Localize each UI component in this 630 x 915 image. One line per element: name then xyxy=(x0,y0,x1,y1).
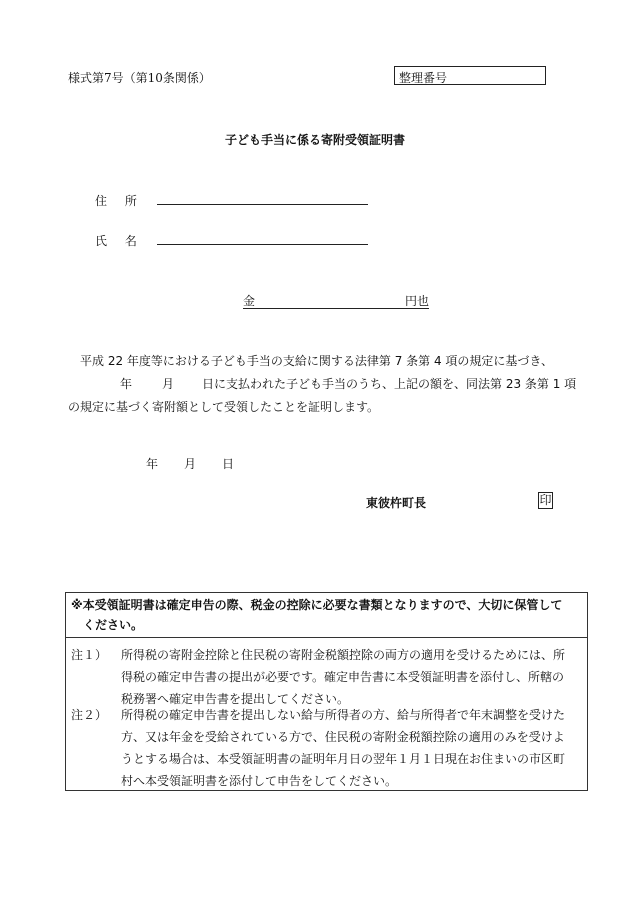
note-1-line-3: 税務署へ確定申告書を提出してください。 xyxy=(121,692,350,706)
seal-mark: 印 xyxy=(539,493,552,507)
address-line[interactable] xyxy=(157,204,368,205)
notice-line-1: ※本受領証明書は確定申告の際、税金の控除に必要な書類となりますので、大切に保管して xyxy=(71,598,563,612)
address-label-char-1: 住 xyxy=(95,194,109,208)
note-1-line-1: 所得税の寄附金控除と住民税の寄附金税額控除の両方の適用を受けるためには、所 xyxy=(121,648,566,662)
statement-year: 年 xyxy=(120,377,133,391)
issue-date-month: 月 xyxy=(184,457,197,471)
notice-box xyxy=(65,592,588,791)
note-1-text xyxy=(121,644,583,710)
statement-line-2 xyxy=(68,373,586,396)
certification-statement xyxy=(68,350,586,419)
note-1-line-2: 得税の確定申告書の提出が必要です。確定申告書に本受領証明書を添付し、所轄の xyxy=(121,670,565,684)
issue-date-year: 年 xyxy=(146,457,159,471)
form-number: 様式第7号（第10条関係） xyxy=(68,71,211,85)
note-2-label: 注２） xyxy=(71,708,108,722)
name-label xyxy=(95,232,138,249)
address-label xyxy=(95,192,138,209)
statement-rest: 日に支払われた子ども手当のうち、上記の額を、同法第 23 条第 1 項 xyxy=(202,377,577,391)
document-title: 子ども手当に係る寄附受領証明書 xyxy=(224,133,405,147)
note-2 xyxy=(71,704,581,792)
reference-number-box[interactable] xyxy=(394,66,546,85)
issuer-title: 東彼杵町長 xyxy=(366,496,427,510)
note-2-line-2: 方、又は年金を受給されている方で、住民税の寄附金税額控除の適用のみを受けよ xyxy=(121,730,565,744)
note-1 xyxy=(71,644,581,710)
note-2-line-1: 所得税の確定申告書を提出しない給与所得者の方、給与所得者で年末調整を受けた xyxy=(121,708,566,722)
note-1-label: 注１） xyxy=(71,648,108,662)
name-label-char-2: 名 xyxy=(124,234,138,248)
name-line[interactable] xyxy=(157,244,368,245)
notice-line-2: ください。 xyxy=(83,618,144,632)
issue-date-day: 日 xyxy=(222,457,235,471)
note-2-text xyxy=(121,704,583,792)
name-label-char-1: 氏 xyxy=(95,234,109,248)
note-2-line-3: うとする場合は、本受領証明書の証明年月日の翌年１月１日現在お住まいの市区町 xyxy=(121,752,566,766)
reference-number-label: 整理番号 xyxy=(399,71,448,85)
statement-month: 月 xyxy=(162,377,175,391)
statement-line-3: の規定に基づく寄附額として受領したことを証明します。 xyxy=(68,400,380,414)
address-label-char-2: 所 xyxy=(124,194,138,208)
amount-field[interactable] xyxy=(243,292,429,309)
amount-suffix: 円也 xyxy=(404,294,429,308)
statement-line-1: 平成 22 年度等における子ども手当の支給に関する法律第 7 条第 4 項の規定に基づき、 xyxy=(80,354,553,368)
notice-heading xyxy=(66,593,587,638)
note-2-line-4: 村へ本受領証明書を添付して申告をしてください。 xyxy=(121,774,398,788)
amount-prefix: 金 xyxy=(243,294,256,308)
